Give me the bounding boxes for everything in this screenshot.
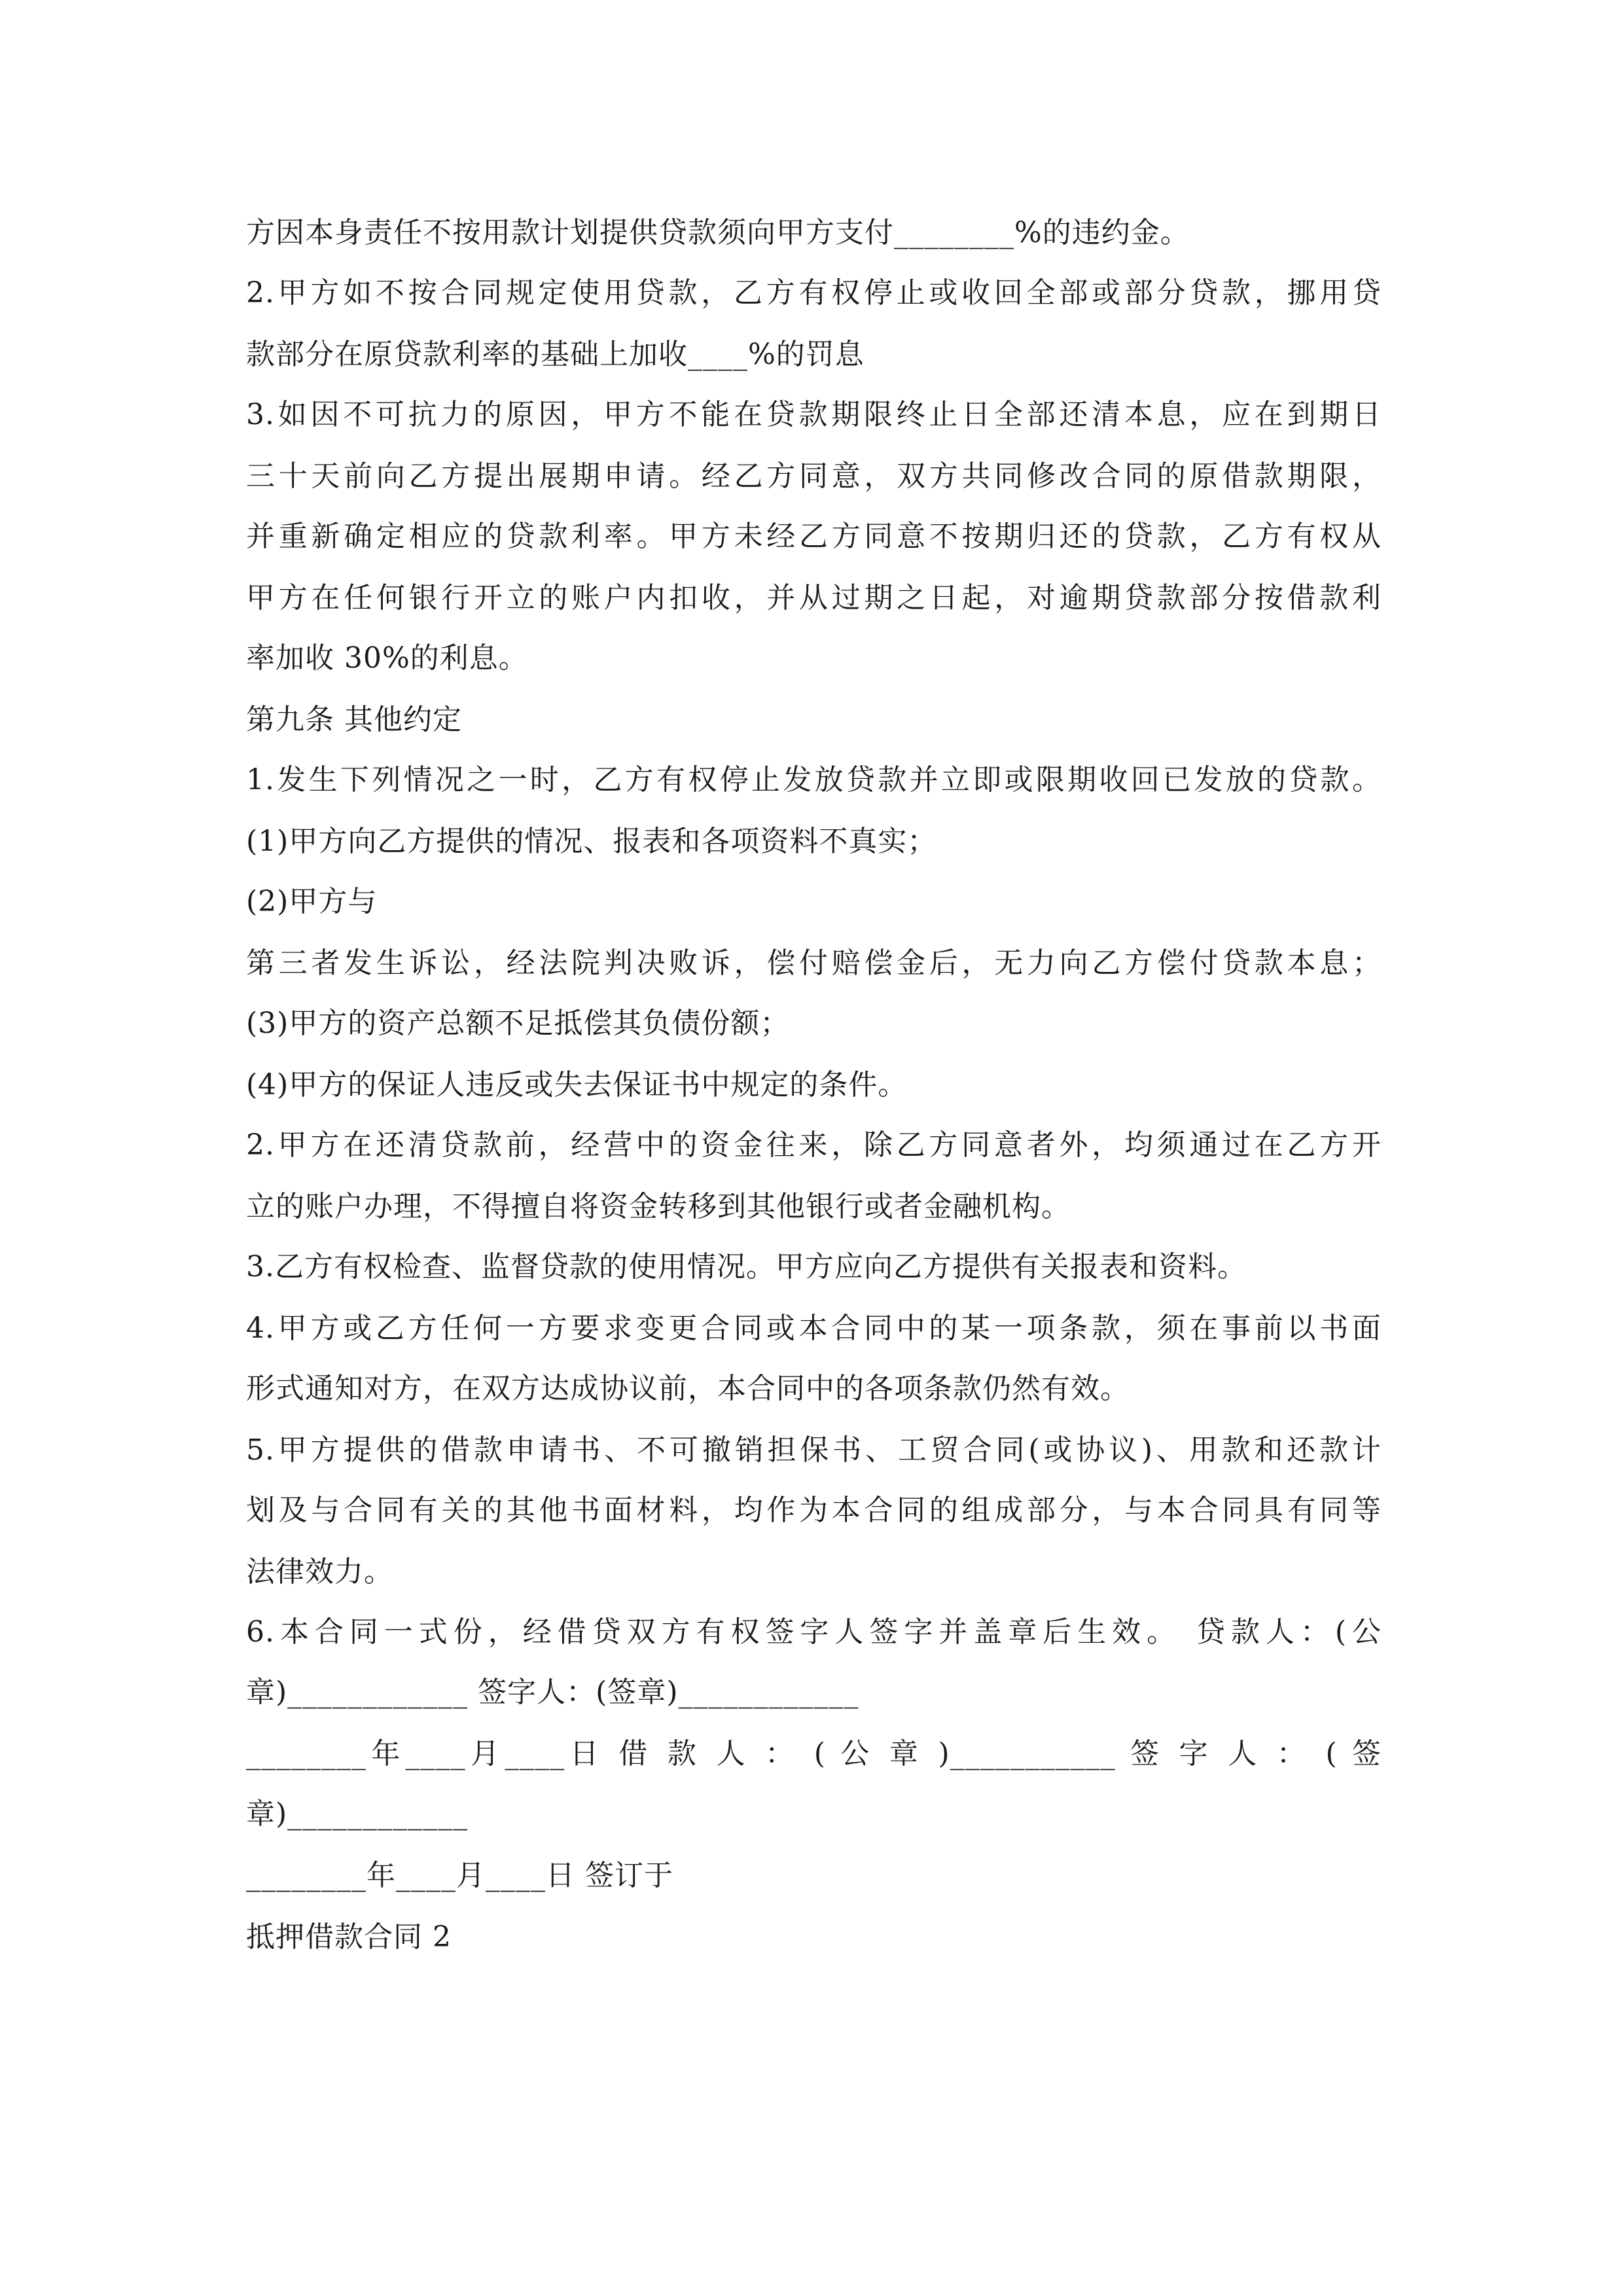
text-line: 三十天前向乙方提出展期申请。经乙方同意，双方共同修改合同的原借款期限， — [246, 459, 1382, 493]
section-heading: 第九条 其他约定 — [246, 703, 462, 736]
next-contract-title: 抵押借款合同 2 — [246, 1920, 452, 1954]
text-line: 2.甲方在还清贷款前，经营中的资金往来，除乙方同意者外，均须通过在乙方开 — [246, 1128, 1382, 1162]
text-line: 6.本合同一式份，经借贷双方有权签字人签字并盖章后生效。 贷款人：(公 — [246, 1615, 1382, 1649]
text-line: 4.甲方或乙方任何一方要求变更合同或本合同中的某一项条款，须在事前以书面 — [246, 1312, 1382, 1345]
signature-line: ________年____月____日 借 款 人 ： ( 公 章 )___________ 签 字 人 ： ( 签 — [246, 1737, 1382, 1770]
text-line: (4)甲方的保证人违反或失去保证书中规定的条件。 — [246, 1068, 908, 1102]
text-line: 划及与合同有关的其他书面材料，均作为本合同的组成部分，与本合同具有同等 — [246, 1494, 1382, 1527]
text-line: (3)甲方的资产总额不足抵偿其负债份额； — [246, 1007, 790, 1040]
text-line: 法律效力。 — [246, 1555, 393, 1588]
text-line: 1.发生下列情况之一时，乙方有权停止发放贷款并立即或限期收回已发放的贷款。 — [246, 763, 1382, 797]
text-line: 方因本身责任不按用款计划提供贷款须向甲方支付________%的违约金。 — [246, 216, 1190, 249]
signature-date-line: ________年____月____日 签订于 — [246, 1859, 673, 1892]
text-line: 甲方在任何银行开立的账户内扣收，并从过期之日起，对逾期贷款部分按借款利 — [246, 581, 1382, 615]
signature-line: 章)____________ 签字人：(签章)____________ — [246, 1676, 859, 1709]
text-line: 5.甲方提供的借款申请书、不可撤销担保书、工贸合同(或协议)、用款和还款计 — [246, 1433, 1382, 1467]
text-line: 形式通知对方，在双方达成协议前，本合同中的各项条款仍然有效。 — [246, 1372, 1130, 1405]
text-line: (1)甲方向乙方提供的情况、报表和各项资料不真实； — [246, 825, 937, 858]
text-line: 第三者发生诉讼，经法院判决败诉，偿付赔偿金后，无力向乙方偿付贷款本息； — [246, 946, 1382, 980]
text-line: 3.如因不可抗力的原因，甲方不能在贷款期限终止日全部还清本息，应在到期日 — [246, 398, 1382, 431]
signature-line: 章)____________ — [246, 1797, 469, 1831]
text-line: 立的账户办理，不得擅自将资金转移到其他银行或者金融机构。 — [246, 1190, 1071, 1223]
text-line: 2.甲方如不按合同规定使用贷款，乙方有权停止或收回全部或部分贷款，挪用贷 — [246, 276, 1382, 310]
text-line: 3.乙方有权检查、监督贷款的使用情况。甲方应向乙方提供有关报表和资料。 — [246, 1250, 1247, 1283]
text-line: 款部分在原贷款利率的基础上加收____%的罚息 — [246, 338, 865, 371]
text-line: 率加收 30%的利息。 — [246, 641, 528, 675]
text-line: 并重新确定相应的贷款利率。甲方未经乙方同意不按期归还的贷款，乙方有权从 — [246, 520, 1382, 553]
text-line: (2)甲方与 — [246, 885, 378, 918]
